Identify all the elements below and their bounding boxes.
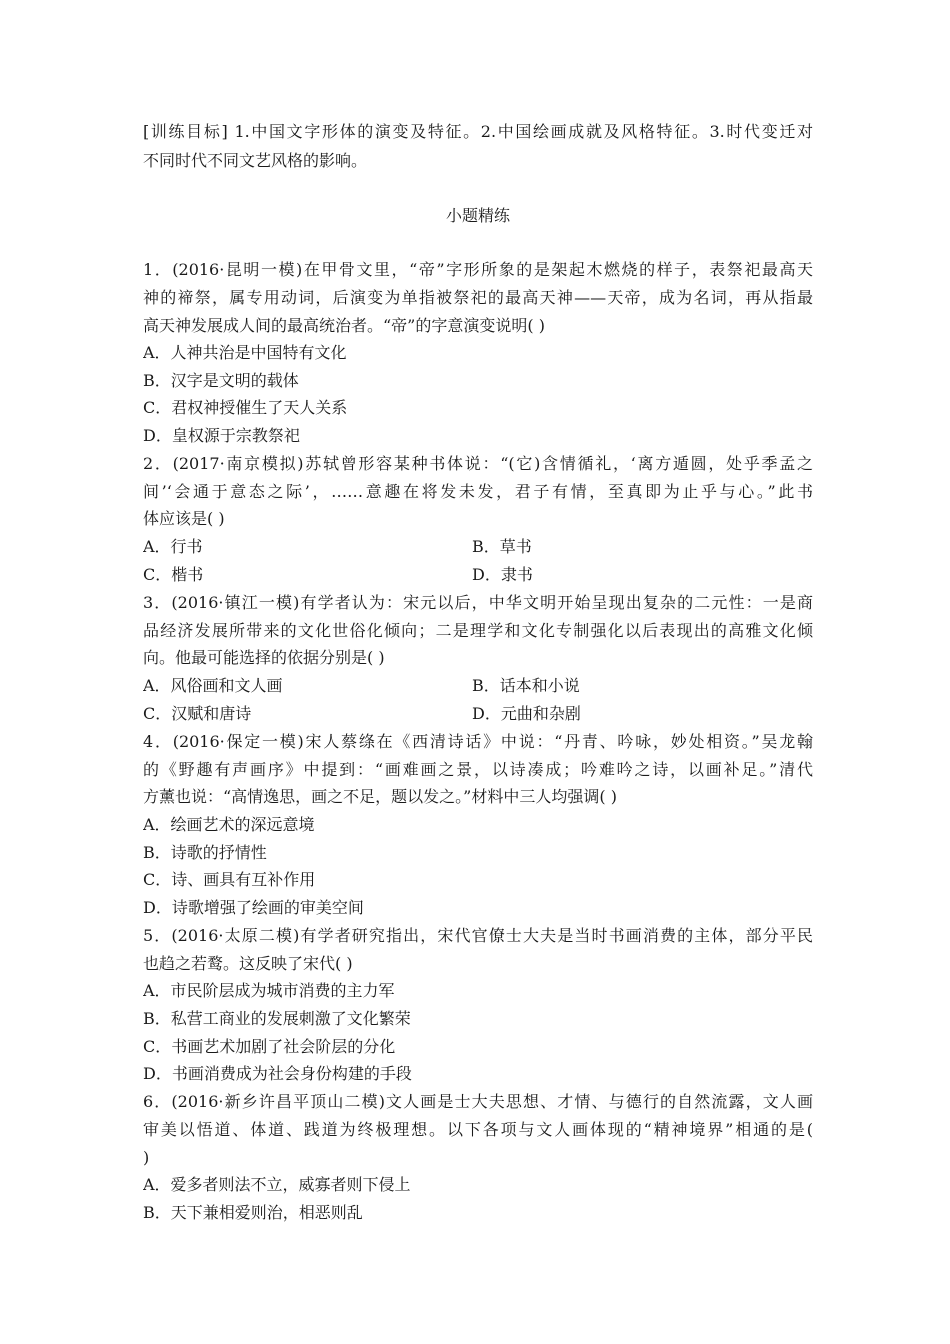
question-1-stem-line-3: 高天神发展成人间的最高统治者。“帝”的字意演变说明( )	[143, 316, 545, 335]
question-1-option-a: A．人神共治是中国特有文化	[143, 343, 347, 362]
question-5-stem-line-1: 5．(2016·太原二模)有学者研究指出，宋代官僚士大夫是当时书画消费的主体，部分平民	[143, 926, 813, 945]
section-title: 小题精练	[445, 206, 510, 225]
question-5-option-c: C．书画艺术加剧了社会阶层的分化	[143, 1037, 396, 1056]
question-5-option-b: B．私营工商业的发展刺激了文化繁荣	[143, 1009, 411, 1028]
question-3-option-d: D．元曲和杂剧	[472, 704, 581, 723]
question-6-option-a: A．爱多者则法不立，威寡者则下侵上	[143, 1175, 411, 1194]
question-2-option-c: C．楷书	[143, 565, 204, 584]
question-5-stem-line-2: 也趋之若鹜。这反映了宋代( )	[143, 954, 353, 973]
question-1-option-b: B．汉字是文明的载体	[143, 371, 299, 390]
question-2-stem-line-3: 体应该是( )	[143, 509, 225, 528]
question-2-option-b: B．草书	[472, 537, 532, 556]
question-3-option-c: C．汉赋和唐诗	[143, 704, 252, 723]
question-4-stem-line-2: 的《野趣有声画序》中提到：“画难画之景，以诗凑成；吟难吟之诗，以画补足。”清代	[143, 760, 813, 779]
question-2-stem-line-2: 间’‘会通于意态之际’，……意趣在将发未发，君子有情，至真即为止乎与心。”此书	[143, 482, 813, 501]
question-1-stem-line-1: 1．(2016·昆明一模)在甲骨文里，“帝”字形所象的是架起木燃烧的样子，表祭祀最高天	[143, 260, 813, 279]
question-6-option-b: B．天下兼相爱则治，相恶则乱	[143, 1203, 363, 1222]
training-goals-line-2: 不同时代不同文艺风格的影响。	[143, 151, 368, 170]
question-1-stem-line-2: 神的禘祭，属专用动词，后演变为单指被祭祀的最高天神——天帝，成为名词，再从指最	[143, 288, 813, 307]
question-3-stem-line-3: 向。他最可能选择的依据分别是( )	[143, 648, 385, 667]
question-6-stem-line-3: )	[143, 1148, 150, 1167]
question-5-option-d: D．书画消费成为社会身份构建的手段	[143, 1064, 412, 1083]
question-1-option-c: C．君权神授催生了天人关系	[143, 398, 348, 417]
question-6-stem-line-1: 6．(2016·新乡许昌平顶山二模)文人画是士大夫思想、才情、与德行的自然流露，文人画	[143, 1092, 813, 1111]
question-2-stem-line-1: 2．(2017·南京模拟)苏轼曾形容某种书体说：“(它)含情循礼，‘离方遁圆，处乎季孟之	[143, 454, 813, 473]
question-3-stem-line-2: 品经济发展所带来的文化世俗化倾向；二是理学和文化专制强化以后表现出的高雅文化倾	[143, 621, 813, 640]
question-4-option-b: B．诗歌的抒情性	[143, 843, 267, 862]
question-3-option-b: B．话本和小说	[472, 676, 580, 695]
question-2-option-a: A．行书	[143, 537, 203, 556]
question-6-stem-line-2: 审美以悟道、体道、践道为终极理想。以下各项与文人画体现的“精神境界”相通的是(	[143, 1120, 813, 1139]
question-4-option-c: C．诗、画具有互补作用	[143, 870, 316, 889]
question-4-stem-line-1: 4．(2016·保定一模)宋人蔡绦在《西清诗话》中说：“丹青、吟咏，妙处相资。”吴龙翰	[143, 732, 813, 751]
question-4-option-d: D．诗歌增强了绘画的审美空间	[143, 898, 364, 917]
question-5-option-a: A．市民阶层成为城市消费的主力军	[143, 981, 395, 1000]
question-2-option-d: D．隶书	[472, 565, 533, 584]
question-4-stem-line-3: 方薰也说：“高情逸思，画之不足，题以发之。”材料中三人均强调( )	[143, 787, 617, 806]
question-4-option-a: A．绘画艺术的深远意境	[143, 815, 315, 834]
training-goals-line-1: [训练目标] 1.中国文字形体的演变及特征。2.中国绘画成就及风格特征。3.时代变迁对	[143, 122, 813, 141]
question-3-option-a: A．风俗画和文人画	[143, 676, 283, 695]
question-3-stem-line-1: 3．(2016·镇江一模)有学者认为：宋元以后，中华文明开始呈现出复杂的二元性：一是商	[143, 593, 813, 612]
question-1-option-d: D．皇权源于宗教祭祀	[143, 426, 300, 445]
